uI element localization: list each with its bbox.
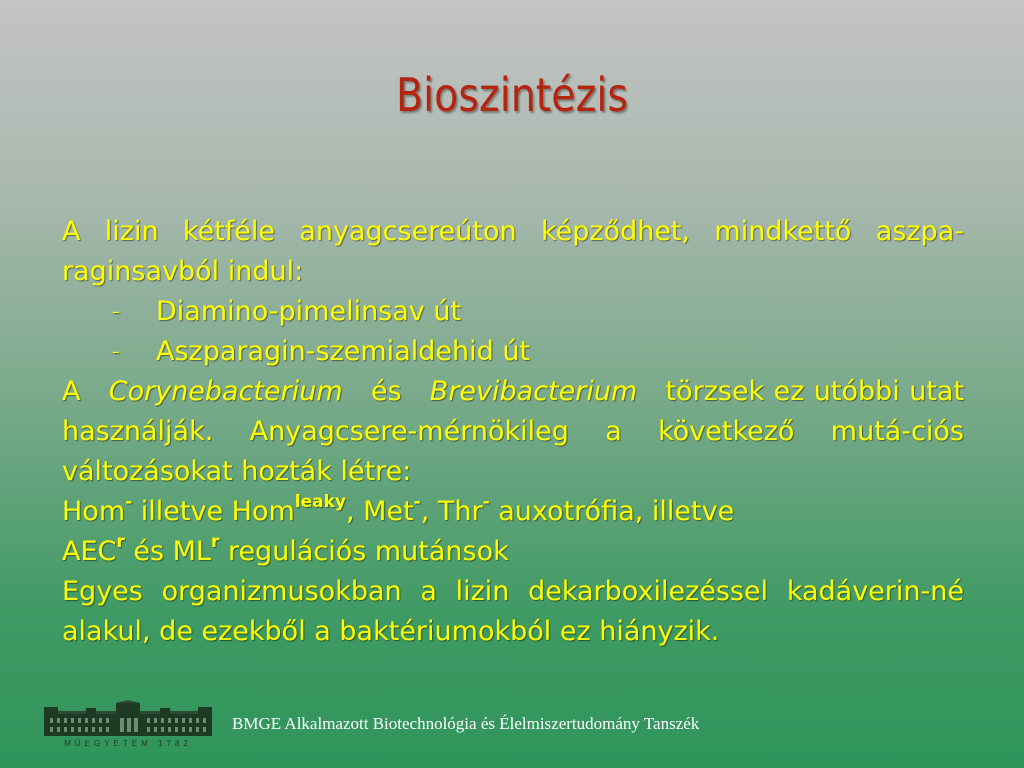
dash-bullet-icon: –: [112, 302, 120, 321]
intro-paragraph: A lizin kétféle anyagcsereúton képződhet, mindkettő aszpa-raginsavból indul:: [62, 216, 964, 287]
strains-paragraph: [62, 372, 964, 492]
brevibacterium-name: Brevibacterium: [429, 376, 638, 407]
superscript: -: [125, 492, 133, 512]
bullet-label: Aszparagin-szemialdehid út: [156, 336, 531, 367]
text-segment: , Met: [346, 496, 414, 527]
regulatory-line: [62, 532, 964, 572]
university-building-logo-icon: [42, 700, 214, 748]
superscript: -: [482, 492, 490, 512]
slide-title: Bioszintézis: [395, 68, 628, 122]
text-a: A: [62, 376, 81, 407]
text-segment: auxotrófia, illetve: [489, 496, 735, 527]
dash-bullet-icon: –: [112, 342, 120, 361]
superscript: r: [116, 532, 125, 552]
text-es: és: [370, 376, 402, 407]
strains-rest: törzsek ez utóbbi utat használják. Anyagcsere-mérnökileg a következő mutá-ciós változásokat hozták létre:: [62, 376, 965, 487]
corynebacterium-name: Corynebacterium: [108, 376, 343, 407]
superscript: r: [210, 532, 220, 552]
text-segment: illetve Hom: [132, 496, 295, 527]
department-footer-text: BMGE Alkalmazott Biotechnológia és Élelmiszertudomány Tanszék: [232, 714, 700, 733]
text-segment: , Thr: [420, 496, 483, 527]
auxotrophy-line: [62, 492, 964, 532]
bullet-item: [62, 332, 964, 372]
text-hom: Hom: [62, 496, 126, 527]
text-segment: és ML: [124, 536, 211, 567]
footer: [42, 700, 982, 750]
text-segment: regulációs mutánsok: [219, 536, 509, 567]
logo-text: MŰEGYETEM 1782: [64, 739, 192, 748]
bullet-label: Diamino-pimelinsav út: [156, 296, 462, 327]
bullet-item: [62, 292, 964, 332]
slide-body: [62, 212, 964, 652]
superscript: leaky: [294, 492, 346, 512]
superscript: -: [413, 492, 421, 512]
cadaverine-paragraph: Egyes organizmusokban a lizin dekarboxilezéssel kadáverin-né alakul, de ezekből a baktériumokból ez hiányzik.: [62, 576, 964, 647]
text-aec: AEC: [62, 536, 117, 567]
